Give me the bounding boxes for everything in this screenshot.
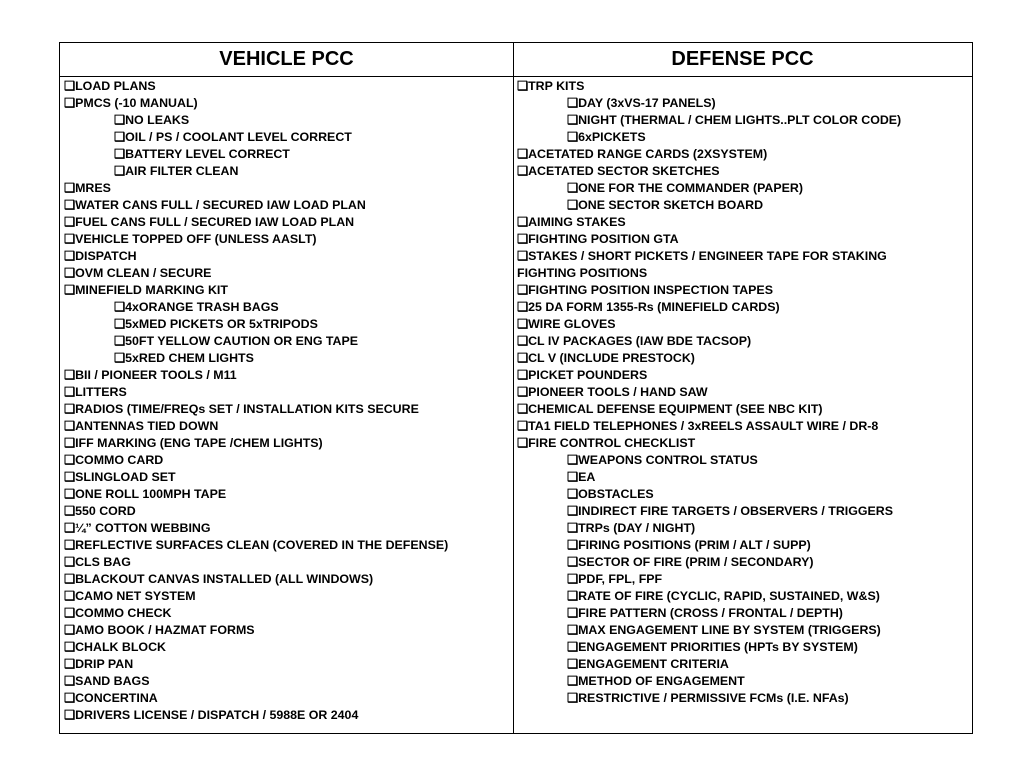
checkbox-bullet-icon: ❑ xyxy=(567,198,579,212)
checklist-item-text: ONE SECTOR SKETCH BOARD xyxy=(578,198,764,212)
checklist-item-text: WEAPONS CONTROL STATUS xyxy=(578,453,758,467)
checkbox-bullet-icon: ❑ xyxy=(517,368,529,382)
checklist-item-text: NIGHT (THERMAL / CHEM LIGHTS..PLT COLOR CODE) xyxy=(578,113,902,127)
checkbox-bullet-icon: ❑ xyxy=(517,334,529,348)
checkbox-bullet-icon: ❑ xyxy=(114,147,126,161)
pcc-checklist-table xyxy=(59,42,973,734)
checklist-item-text: CL V (INCLUDE PRESTOCK) xyxy=(528,351,695,365)
checkbox-bullet-icon: ❑ xyxy=(567,96,579,110)
checkbox-bullet-icon: ❑ xyxy=(114,164,126,178)
checklist-item-text: TA1 FIELD TELEPHONES / 3xREELS ASSAULT WIRE / DR-8 xyxy=(528,419,879,433)
checklist-item xyxy=(517,299,972,316)
checkbox-bullet-icon: ❑ xyxy=(567,623,579,637)
checklist-item-text: MRES xyxy=(75,181,111,195)
defense-pcc-list xyxy=(513,77,972,707)
checkbox-bullet-icon: ❑ xyxy=(64,674,76,688)
checkbox-bullet-icon: ❑ xyxy=(64,79,76,93)
checklist-item-text: FIGHTING POSITION GTA xyxy=(528,232,679,246)
checklist-item-text: 550 CORD xyxy=(75,504,136,518)
checkbox-bullet-icon: ❑ xyxy=(64,589,76,603)
checklist-item-text: ANTENNAS TIED DOWN xyxy=(75,419,219,433)
checklist-item-text: OBSTACLES xyxy=(578,487,654,501)
checkbox-bullet-icon: ❑ xyxy=(567,691,579,705)
checklist-item-text: RADIOS (TIME/FREQs SET / INSTALLATION KITS SECURE xyxy=(75,402,419,416)
checklist-item xyxy=(64,503,513,520)
checkbox-bullet-icon: ❑ xyxy=(64,470,76,484)
checklist-item-text: FIRING POSITIONS (PRIM / ALT / SUPP) xyxy=(578,538,811,552)
checklist-item xyxy=(64,197,513,214)
checklist-item-text: EA xyxy=(578,470,596,484)
checklist-item-text: COMMO CHECK xyxy=(75,606,172,620)
checkbox-bullet-icon: ❑ xyxy=(64,96,76,110)
checklist-item-text: CHALK BLOCK xyxy=(75,640,166,654)
checkbox-bullet-icon: ❑ xyxy=(64,521,76,535)
checklist-item-text: 6xPICKETS xyxy=(578,130,646,144)
checkbox-bullet-icon: ❑ xyxy=(567,657,579,671)
checkbox-bullet-icon: ❑ xyxy=(64,555,76,569)
checklist-item-text: CLS BAG xyxy=(75,555,131,569)
checklist-item xyxy=(517,435,972,452)
checkbox-bullet-icon: ❑ xyxy=(64,266,76,280)
checkbox-bullet-icon: ❑ xyxy=(567,487,579,501)
checklist-item-text: CAMO NET SYSTEM xyxy=(75,589,196,603)
checklist-item-text: RATE OF FIRE (CYCLIC, RAPID, SUSTAINED, W&S) xyxy=(578,589,880,603)
checklist-item xyxy=(517,180,972,197)
checklist-item xyxy=(517,605,972,622)
checklist-item-text: TRP KITS xyxy=(528,79,585,93)
checkbox-bullet-icon: ❑ xyxy=(567,521,579,535)
checkbox-bullet-icon: ❑ xyxy=(567,555,579,569)
checklist-item xyxy=(64,690,513,707)
checklist-item-text: PICKET POUNDERS xyxy=(528,368,648,382)
checklist-item-text: 4xORANGE TRASH BAGS xyxy=(125,300,279,314)
checklist-item xyxy=(64,571,513,588)
checklist-item-text: AIMING STAKES xyxy=(528,215,626,229)
checklist-item xyxy=(64,384,513,401)
checklist-item-text: REFLECTIVE SURFACES CLEAN (COVERED IN THE DEFENSE) xyxy=(75,538,449,552)
checkbox-bullet-icon: ❑ xyxy=(517,351,529,365)
checklist-item-text: WATER CANS FULL / SECURED IAW LOAD PLAN xyxy=(75,198,366,212)
checklist-item-text: BLACKOUT CANVAS INSTALLED (ALL WINDOWS) xyxy=(75,572,374,586)
checkbox-bullet-icon: ❑ xyxy=(64,453,76,467)
checklist-item xyxy=(517,622,972,639)
checkbox-bullet-icon: ❑ xyxy=(517,283,529,297)
checklist-item xyxy=(64,452,513,469)
vehicle-pcc-header: VEHICLE PCC xyxy=(60,43,513,77)
checklist-item xyxy=(64,316,513,333)
checkbox-bullet-icon: ❑ xyxy=(64,657,76,671)
checkbox-bullet-icon: ❑ xyxy=(64,436,76,450)
checklist-item xyxy=(517,248,947,282)
checklist-item xyxy=(517,656,972,673)
checklist-item-text: 5xMED PICKETS OR 5xTRIPODS xyxy=(125,317,318,331)
checklist-item-text: SECTOR OF FIRE (PRIM / SECONDARY) xyxy=(578,555,814,569)
checkbox-bullet-icon: ❑ xyxy=(517,419,529,433)
checklist-item xyxy=(517,520,972,537)
checklist-item xyxy=(517,673,972,690)
checklist-item-text: OVM CLEAN / SECURE xyxy=(75,266,212,280)
checklist-item xyxy=(64,469,513,486)
checkbox-bullet-icon: ❑ xyxy=(517,79,529,93)
checkbox-bullet-icon: ❑ xyxy=(567,470,579,484)
checklist-item-text: ¼” COTTON WEBBING xyxy=(75,521,211,535)
checklist-item xyxy=(64,435,513,452)
checklist-item-text: RESTRICTIVE / PERMISSIVE FCMs (I.E. NFAs) xyxy=(578,691,849,705)
checklist-item-text: DRIP PAN xyxy=(75,657,134,671)
checklist-item-text: WIRE GLOVES xyxy=(528,317,616,331)
checklist-item-text: BII / PIONEER TOOLS / M11 xyxy=(75,368,237,382)
checklist-item xyxy=(64,367,513,384)
checklist-item xyxy=(517,554,972,571)
checklist-item xyxy=(64,554,513,571)
checklist-item xyxy=(64,656,513,673)
checkbox-bullet-icon: ❑ xyxy=(567,453,579,467)
checklist-item xyxy=(517,231,972,248)
checklist-item-text: STAKES / SHORT PICKETS / ENGINEER TAPE FOR STAKING FIGHTING POSITIONS xyxy=(517,249,887,280)
checklist-item xyxy=(517,401,972,418)
checkbox-bullet-icon: ❑ xyxy=(64,606,76,620)
checklist-item xyxy=(64,605,513,622)
checkbox-bullet-icon: ❑ xyxy=(64,640,76,654)
checklist-item-text: 50FT YELLOW CAUTION OR ENG TAPE xyxy=(125,334,359,348)
checkbox-bullet-icon: ❑ xyxy=(567,572,579,586)
checkbox-bullet-icon: ❑ xyxy=(64,232,76,246)
checklist-item xyxy=(64,588,513,605)
checklist-item-text: FIGHTING POSITION INSPECTION TAPES xyxy=(528,283,773,297)
checklist-item xyxy=(517,418,972,435)
checkbox-bullet-icon: ❑ xyxy=(517,402,529,416)
checkbox-bullet-icon: ❑ xyxy=(64,181,76,195)
checklist-item-text: OIL / PS / COOLANT LEVEL CORRECT xyxy=(125,130,352,144)
checklist-item-text: AMO BOOK / HAZMAT FORMS xyxy=(75,623,255,637)
checklist-item-text: SAND BAGS xyxy=(75,674,150,688)
checklist-item-text: MAX ENGAGEMENT LINE BY SYSTEM (TRIGGERS) xyxy=(578,623,881,637)
checklist-item xyxy=(517,469,972,486)
checkbox-bullet-icon: ❑ xyxy=(64,283,76,297)
checklist-item-text: PMCS (-10 MANUAL) xyxy=(75,96,198,110)
checklist-item xyxy=(64,299,513,316)
defense-pcc-header: DEFENSE PCC xyxy=(513,43,972,77)
checklist-item xyxy=(517,129,972,146)
checklist-item xyxy=(517,452,972,469)
checkbox-bullet-icon: ❑ xyxy=(64,538,76,552)
checklist-item-text: FUEL CANS FULL / SECURED IAW LOAD PLAN xyxy=(75,215,355,229)
checklist-item-text: METHOD OF ENGAGEMENT xyxy=(578,674,745,688)
checklist-item xyxy=(517,316,972,333)
checklist-item-text: CONCERTINA xyxy=(75,691,158,705)
checkbox-bullet-icon: ❑ xyxy=(517,232,529,246)
checkbox-bullet-icon: ❑ xyxy=(567,130,579,144)
checklist-item xyxy=(64,537,513,554)
checklist-item-text: TRPs (DAY / NIGHT) xyxy=(578,521,696,535)
checkbox-bullet-icon: ❑ xyxy=(64,623,76,637)
checklist-item xyxy=(64,418,513,435)
checklist-item-text: CHEMICAL DEFENSE EQUIPMENT (SEE NBC KIT) xyxy=(528,402,823,416)
checklist-item-text: ACETATED SECTOR SKETCHES xyxy=(528,164,720,178)
checklist-item-text: COMMO CARD xyxy=(75,453,164,467)
checklist-item xyxy=(517,333,972,350)
checklist-item xyxy=(517,639,972,656)
checklist-item xyxy=(64,163,513,180)
checklist-item-text: ACETATED RANGE CARDS (2XSYSTEM) xyxy=(528,147,768,161)
checkbox-bullet-icon: ❑ xyxy=(517,215,529,229)
checkbox-bullet-icon: ❑ xyxy=(567,181,579,195)
checklist-item xyxy=(64,265,513,282)
checkbox-bullet-icon: ❑ xyxy=(517,317,529,331)
checklist-item xyxy=(64,231,513,248)
checkbox-bullet-icon: ❑ xyxy=(64,402,76,416)
checklist-item xyxy=(517,486,972,503)
checklist-item-text: BATTERY LEVEL CORRECT xyxy=(125,147,290,161)
checklist-item xyxy=(64,486,513,503)
checklist-item-text: CL IV PACKAGES (IAW BDE TACSOP) xyxy=(528,334,752,348)
checkbox-bullet-icon: ❑ xyxy=(517,385,529,399)
checklist-item xyxy=(64,401,513,418)
checklist-item xyxy=(64,129,513,146)
checkbox-bullet-icon: ❑ xyxy=(64,215,76,229)
checklist-item-text: MINEFIELD MARKING KIT xyxy=(75,283,228,297)
checkbox-bullet-icon: ❑ xyxy=(567,504,579,518)
checklist-item xyxy=(64,180,513,197)
checklist-item-text: 5xRED CHEM LIGHTS xyxy=(125,351,254,365)
checklist-item-text: AIR FILTER CLEAN xyxy=(125,164,239,178)
checklist-item-text: 25 DA FORM 1355-Rs (MINEFIELD CARDS) xyxy=(528,300,780,314)
checkbox-bullet-icon: ❑ xyxy=(114,130,126,144)
checklist-item-text: PIONEER TOOLS / HAND SAW xyxy=(528,385,708,399)
checklist-item xyxy=(517,282,972,299)
checklist-item xyxy=(517,384,972,401)
vehicle-pcc-list xyxy=(60,77,513,724)
vehicle-pcc-column xyxy=(60,43,514,733)
checklist-item xyxy=(64,520,513,537)
checklist-item-text: ENGAGEMENT CRITERIA xyxy=(578,657,729,671)
checklist-item xyxy=(517,571,972,588)
checklist-item xyxy=(517,214,972,231)
checkbox-bullet-icon: ❑ xyxy=(567,113,579,127)
checklist-item xyxy=(517,367,972,384)
checklist-item-text: INDIRECT FIRE TARGETS / OBSERVERS / TRIGGERS xyxy=(578,504,893,518)
checkbox-bullet-icon: ❑ xyxy=(567,606,579,620)
checkbox-bullet-icon: ❑ xyxy=(64,691,76,705)
checklist-item xyxy=(517,163,972,180)
checklist-item xyxy=(64,673,513,690)
checklist-item-text: ONE FOR THE COMMANDER (PAPER) xyxy=(578,181,803,195)
checklist-item-text: SLINGLOAD SET xyxy=(75,470,176,484)
checklist-item xyxy=(64,333,513,350)
checklist-item xyxy=(64,78,513,95)
checklist-item xyxy=(517,197,972,214)
checkbox-bullet-icon: ❑ xyxy=(64,487,76,501)
checkbox-bullet-icon: ❑ xyxy=(114,113,126,127)
checkbox-bullet-icon: ❑ xyxy=(114,351,126,365)
checklist-item xyxy=(64,707,513,724)
checklist-item-text: NO LEAKS xyxy=(125,113,190,127)
checkbox-bullet-icon: ❑ xyxy=(114,334,126,348)
checklist-item xyxy=(64,248,513,265)
checklist-item xyxy=(517,503,972,520)
checklist-item-text: FIRE PATTERN (CROSS / FRONTAL / DEPTH) xyxy=(578,606,843,620)
checklist-item-text: DAY (3xVS-17 PANELS) xyxy=(578,96,716,110)
checkbox-bullet-icon: ❑ xyxy=(64,708,76,722)
checkbox-bullet-icon: ❑ xyxy=(114,317,126,331)
checkbox-bullet-icon: ❑ xyxy=(64,504,76,518)
checklist-item xyxy=(64,146,513,163)
checklist-item xyxy=(517,78,972,95)
checklist-item xyxy=(517,588,972,605)
checklist-item xyxy=(517,146,972,163)
checkbox-bullet-icon: ❑ xyxy=(517,436,529,450)
checkbox-bullet-icon: ❑ xyxy=(567,674,579,688)
checklist-item-text: ENGAGEMENT PRIORITIES (HPTs BY SYSTEM) xyxy=(578,640,858,654)
checklist-item xyxy=(64,282,513,299)
checkbox-bullet-icon: ❑ xyxy=(567,589,579,603)
checkbox-bullet-icon: ❑ xyxy=(517,147,529,161)
checkbox-bullet-icon: ❑ xyxy=(64,249,76,263)
checklist-item-text: PDF, FPL, FPF xyxy=(578,572,663,586)
checkbox-bullet-icon: ❑ xyxy=(567,538,579,552)
checkbox-bullet-icon: ❑ xyxy=(64,572,76,586)
checklist-item xyxy=(517,537,972,554)
checkbox-bullet-icon: ❑ xyxy=(64,419,76,433)
checklist-item-text: IFF MARKING (ENG TAPE /CHEM LIGHTS) xyxy=(75,436,323,450)
checklist-item xyxy=(64,350,513,367)
checklist-item-text: FIRE CONTROL CHECKLIST xyxy=(528,436,696,450)
checklist-item-text: LITTERS xyxy=(75,385,127,399)
checkbox-bullet-icon: ❑ xyxy=(114,300,126,314)
checklist-item xyxy=(64,214,513,231)
checklist-item xyxy=(64,112,513,129)
checklist-item-text: VEHICLE TOPPED OFF (UNLESS AASLT) xyxy=(75,232,317,246)
checklist-item-text: LOAD PLANS xyxy=(75,79,156,93)
checklist-item xyxy=(64,95,513,112)
checklist-item-text: DRIVERS LICENSE / DISPATCH / 5988E OR 2404 xyxy=(75,708,359,722)
checklist-item xyxy=(517,690,972,707)
checklist-item-text: ONE ROLL 100MPH TAPE xyxy=(75,487,227,501)
checklist-item xyxy=(517,95,972,112)
checkbox-bullet-icon: ❑ xyxy=(64,368,76,382)
checkbox-bullet-icon: ❑ xyxy=(517,300,529,314)
checkbox-bullet-icon: ❑ xyxy=(567,640,579,654)
checkbox-bullet-icon: ❑ xyxy=(517,164,529,178)
defense-pcc-column xyxy=(513,43,972,733)
checklist-item xyxy=(64,622,513,639)
checkbox-bullet-icon: ❑ xyxy=(64,385,76,399)
checklist-item xyxy=(517,350,972,367)
checklist-item-text: DISPATCH xyxy=(75,249,137,263)
checklist-item xyxy=(517,112,972,129)
checkbox-bullet-icon: ❑ xyxy=(64,198,76,212)
checklist-item xyxy=(64,639,513,656)
checkbox-bullet-icon: ❑ xyxy=(517,249,529,263)
